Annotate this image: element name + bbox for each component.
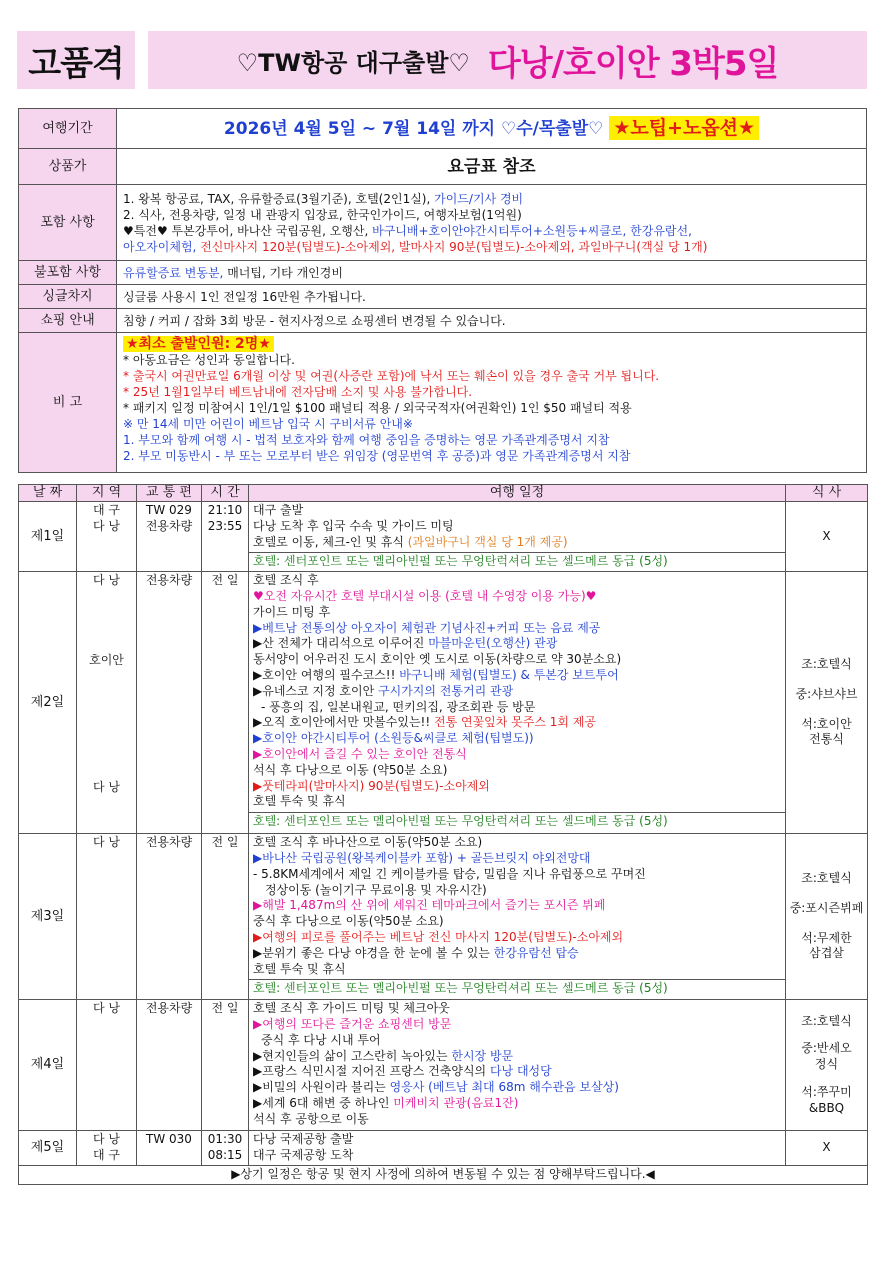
itinerary-line: ▶호이안 여행의 필수코스!!	[253, 667, 400, 682]
day-2-time: 전 일	[202, 572, 249, 834]
hotel-note: 호텔: 센터포인트 또는 멜리아빈펄 또는 무엉탄럭셔리 또는 셀드메르 동급 (5성)	[249, 812, 785, 831]
day-3-time: 전 일	[202, 834, 249, 1000]
include-4-blue: 아오자이체험,	[123, 239, 201, 254]
itinerary-line: 중식 후 다낭 시내 투어	[261, 1032, 381, 1047]
subtitle: ♡TW항공 대구출발♡	[236, 48, 470, 77]
hotel-note: 호텔: 센터포인트 또는 멜리아빈펄 또는 무엉탄럭셔리 또는 셀드메르 동급 (5성)	[249, 552, 785, 571]
meal-line: 석:쭈꾸미	[801, 1085, 852, 1100]
col-header-transport: 교 통 편	[137, 485, 202, 502]
meal-line: 정식	[814, 1057, 839, 1072]
day-2-label: 제2일	[19, 572, 77, 834]
include-4-red: 전신마사지 120분(팁별도)-소아제외, 발마사지 90분(팁별도)-소아제외, 과일바구니(객실 당 1개)	[200, 239, 708, 254]
itinerary-line: ▶여행의 또다른 즐거운 쇼핑센터 방문	[253, 1016, 452, 1031]
col-header-region: 지 역	[77, 485, 137, 502]
itinerary-line: 다낭 도착 후 입국 수속 및 가이드 미팅	[253, 518, 454, 533]
day-3-region: 다 낭	[77, 834, 137, 1000]
day-3-meal	[786, 834, 868, 1000]
meal-line: 삼겹살	[809, 946, 844, 961]
itinerary-line: ▶산 전체가 대리석으로 이루어진	[253, 636, 429, 651]
include-label: 포함 사항	[19, 185, 117, 261]
brand-label: 고품격	[17, 31, 135, 89]
day-3-transport: 전용차량	[137, 834, 202, 1000]
day-1-transport	[137, 502, 202, 572]
region-line: 대 구	[93, 1147, 120, 1162]
remark-3: * 25년 1월1일부터 베트남내에 전자담배 소지 및 사용 불가합니다.	[123, 385, 473, 399]
include-3-blue: 바구니배+호이안야간시티투어+소원등+씨클로, 한강유람선,	[372, 223, 692, 238]
itinerary-line: 석식 후 다낭으로 이동 (약50분 소요)	[253, 762, 448, 777]
meal-line: 중:포시즌뷔페	[789, 900, 864, 915]
day-1-time	[202, 502, 249, 572]
itinerary-line: 대구 국제공항 도착	[253, 1147, 354, 1162]
day-4-itinerary	[249, 1000, 786, 1131]
itinerary-highlight: 구시가지의 전통거리 관광	[378, 683, 514, 698]
itinerary-highlight: 한강유람선 탑승	[493, 945, 579, 960]
include-1: 1. 왕복 항공료, TAX, 유류할증료(3월기준), 호텔(2인1실),	[123, 191, 435, 206]
col-header-time: 시 간	[202, 485, 249, 502]
table-row	[19, 1000, 868, 1131]
day-2-itinerary	[249, 572, 786, 834]
time-line: 23:55	[207, 518, 243, 533]
itinerary-line: ▶해발 1,487m의 산 위에 세워진 테마파크에서 즐기는 포시즌 뷔페	[253, 898, 606, 913]
itinerary-line: ▶비밀의 사원이라 불리는	[253, 1080, 390, 1095]
period-cell	[117, 109, 867, 149]
schedule-table	[18, 484, 868, 1185]
meal-line: 중:샤브샤브	[795, 686, 858, 701]
itinerary-line: - 풍흥의 집, 일본내원교, 떤키의집, 광조회관 등 방문	[261, 699, 536, 714]
time-line: 01:30	[207, 1132, 243, 1147]
itinerary-line: ▶현지인들의 삶이 고스란히 녹아있는	[253, 1048, 452, 1063]
meal-line: 석:호이안	[801, 716, 852, 731]
remark-1: * 아동요금은 성인과 동일합니다.	[123, 353, 295, 367]
exclude-cell	[117, 261, 867, 285]
day-5-meal: X	[786, 1131, 868, 1166]
meal-line: &BBQ	[808, 1100, 845, 1115]
day-5-label: 제5일	[19, 1131, 77, 1166]
day-4-label: 제4일	[19, 1000, 77, 1131]
itinerary-line: 대구 출발	[253, 503, 304, 517]
min-participants-badge: ★최소 출발인원: 2명★	[123, 336, 274, 352]
remark-7: 2. 부모 미동반시 - 부 또는 모로부터 받은 위임장 (영문번역 후 공증)과 영문 가족관계증명서 지참	[123, 449, 631, 463]
remark-2: * 출국시 여권만료일 6개월 이상 및 여권(사증란 포함)에 낙서 또는 훼손이 있을 경우 출국 거부 됩니다.	[123, 369, 660, 383]
region-line: 다 낭	[93, 573, 120, 588]
itinerary-line: 호텔로 이동, 체크-인 및 휴식	[253, 534, 408, 549]
table-row	[19, 1131, 868, 1166]
day-4-region: 다 낭	[77, 1000, 137, 1131]
itinerary-line: ▶프랑스 식민시절 지어진 프랑스 건축양식의	[253, 1064, 490, 1079]
period-text: 2026년 4월 5일 ~ 7월 14일 까지 ♡수/목출발♡	[223, 119, 604, 139]
itinerary-line: 다낭 국제공항 출발	[253, 1132, 354, 1147]
day-3-itinerary	[249, 834, 786, 1000]
meal-line: 석:무제한	[801, 930, 852, 945]
itinerary-line: ▶바나산 국립공원(왕복케이블카 포함) + 골든브릿지 야외전망대	[253, 850, 591, 865]
region-line: 다 낭	[93, 518, 120, 533]
itinerary-highlight: 한시장 방문	[451, 1048, 514, 1063]
footer-note: ▶상기 일정은 항공 및 현지 사정에 의하여 변동될 수 있는 점 양해부탁드립니다.◀	[19, 1165, 868, 1184]
itinerary-line: - 5.8KM세계에서 제일 긴 케이블카를 탑승, 밀림을 지나 유럽풍으로 꾸며진	[253, 866, 646, 881]
itinerary-highlight: 바구니배 체험(팁별도) & 투본강 보트투어	[399, 667, 619, 682]
remark-label: 비 고	[19, 333, 117, 473]
itinerary-line: ♥오전 자유시간 호텔 부대시설 이용 (호텔 내 수영장 이용 가능)♥	[253, 588, 597, 603]
table-row	[19, 502, 868, 572]
itinerary-line: 호텔 조식 후 바나산으로 이동(약50분 소요)	[253, 835, 483, 850]
table-row	[19, 834, 868, 1000]
itinerary-line: ▶베트남 전통의상 아오자이 체험관 기념사진+커피 또는 음료 제공	[253, 620, 601, 635]
meal-line: 전통식	[809, 732, 844, 747]
remark-6: 1. 부모와 함께 여행 시 - 법적 보호자와 함께 여행 중임을 증명하는 영문 가족관계증명서 지참	[123, 433, 610, 447]
include-1-blue: 가이드/기사 경비	[434, 191, 524, 206]
region-line: 호이안	[89, 652, 124, 667]
single-text: 싱글룸 사용시 1인 전일정 16만원 추가됩니다.	[117, 285, 867, 309]
day-1-itinerary	[249, 502, 786, 572]
info-table	[18, 108, 867, 473]
remark-5: ※ 만 14세 미만 어린이 베트남 입국 시 구비서류 안내※	[123, 417, 413, 431]
shop-text: 침향 / 커피 / 잡화 3회 방문 - 현지사정으로 쇼핑센터 변경될 수 있습니다.	[117, 309, 867, 333]
price-text: 요금표 참조	[117, 149, 867, 185]
itinerary-line: ▶세계 6대 해변 중 하나인	[253, 1095, 394, 1110]
time-line: 21:10	[207, 503, 243, 517]
region-line: 다 낭	[93, 779, 120, 794]
period-highlight: ★노팁+노옵션★	[609, 116, 759, 140]
itinerary-line: 가이드 미팅 후	[253, 604, 331, 619]
period-label: 여행기간	[19, 109, 117, 149]
day-2-region	[77, 572, 137, 834]
itinerary-line: 석식 후 공항으로 이동	[253, 1111, 369, 1126]
region-line: 대 구	[93, 503, 120, 517]
itinerary-line: 호텔 투숙 및 휴식	[253, 961, 346, 976]
itinerary-line: ▶여행의 피로를 풀어주는 베트남 전신 마사지 120분(팁별도)-소아제외	[253, 929, 624, 944]
itinerary-line: 호텔 투숙 및 휴식	[253, 794, 346, 809]
time-line: 08:15	[207, 1147, 243, 1162]
page-title: 다낭/호이안 3박5일	[487, 43, 779, 84]
include-cell	[117, 185, 867, 261]
include-2: 2. 식사, 전용차량, 일정 내 관광지 입장료, 한국인가이드, 여행자보험(1억원)	[123, 207, 522, 222]
title-banner	[148, 31, 867, 89]
day-4-transport: 전용차량	[137, 1000, 202, 1131]
transport-line: 전용차량	[145, 518, 193, 533]
itinerary-highlight: 미케비치 관광(음료1잔)	[393, 1095, 519, 1110]
fruit-basket-note: (과일바구니 객실 당 1개 제공)	[407, 534, 568, 549]
include-3: ♥특전♥ 투본강투어, 바나산 국립공원, 오행산,	[123, 223, 373, 238]
shop-label: 쇼핑 안내	[19, 309, 117, 333]
price-label: 상품가	[19, 149, 117, 185]
day-5-time	[202, 1131, 249, 1166]
meal-line: 조:호텔식	[801, 871, 852, 886]
itinerary-line: 호텔 조식 후	[253, 573, 319, 588]
meal-line: 조:호텔식	[801, 657, 852, 672]
itinerary-line: ▶호이안에서 즐길 수 있는 호이안 전통식	[253, 746, 467, 761]
itinerary-line: 중식 후 다낭으로 이동(약50분 소요)	[253, 914, 444, 929]
itinerary-highlight: 마블마운틴(오행산) 관광	[428, 636, 558, 651]
day-3-label: 제3일	[19, 834, 77, 1000]
day-4-meal	[786, 1000, 868, 1131]
region-line: 다 낭	[93, 1132, 120, 1147]
itinerary-line: 정상이동 (놀이기구 무료이용 및 자유시간)	[265, 882, 487, 897]
itinerary-highlight: 영응사 (베트남 최대 68m 해수관음 보살상)	[389, 1080, 619, 1095]
hotel-note: 호텔: 센터포인트 또는 멜리아빈펄 또는 무엉탄럭셔리 또는 셀드메르 동급 (5성)	[249, 979, 785, 998]
day-4-time: 전 일	[202, 1000, 249, 1131]
exclude-blue: 유류할증료 변동분,	[123, 265, 224, 280]
exclude-text: 매너팁, 기타 개인경비	[223, 265, 343, 280]
itinerary-line: ▶오직 호이안에서만 맛볼수있는!!	[253, 715, 434, 730]
itinerary-line: ▶호이안 야간시티투어 (소원등&씨클로 체험(팁별도))	[253, 731, 534, 746]
day-1-label: 제1일	[19, 502, 77, 572]
col-header-itinerary: 여행 일정	[249, 485, 786, 502]
remark-4: * 패키지 일정 미참여시 1인/1일 $100 패널티 적용 / 외국국적자(여권확인) 1인 $50 패널티 적용	[123, 401, 632, 415]
transport-line: TW 029	[146, 503, 192, 517]
remark-cell	[117, 333, 867, 473]
meal-line: 중:반세오	[801, 1041, 852, 1056]
itinerary-line: ▶분위기 좋은 다낭 야경을 한 눈에 볼 수 있는	[253, 945, 494, 960]
day-5-transport: TW 030	[137, 1131, 202, 1166]
day-1-region	[77, 502, 137, 572]
itinerary-line: ▶유네스코 지정 호이안	[253, 683, 379, 698]
single-label: 싱글차지	[19, 285, 117, 309]
day-5-itinerary	[249, 1131, 786, 1166]
col-header-meal: 식 사	[786, 485, 868, 502]
day-5-region	[77, 1131, 137, 1166]
itinerary-highlight: 전통 연꽃잎차 못주스 1회 제공	[434, 715, 596, 730]
itinerary-line: 호텔 조식 후 가이드 미팅 및 체크아웃	[253, 1001, 450, 1016]
day-1-meal: X	[786, 502, 868, 572]
day-2-meal	[786, 572, 868, 834]
itinerary-line: 동서양이 어우러진 도시 호이안 옛 도시로 이동(차량으로 약 30분소요)	[253, 652, 622, 667]
table-row	[19, 572, 868, 834]
itinerary-line: ▶풋테라피(발마사지) 90분(팁별도)-소아제외	[253, 778, 490, 793]
col-header-day: 날 짜	[19, 485, 77, 502]
itinerary-highlight: 다낭 대성당	[489, 1064, 552, 1079]
day-2-transport: 전용차량	[137, 572, 202, 834]
meal-line: 조:호텔식	[801, 1013, 852, 1028]
exclude-label: 불포함 사항	[19, 261, 117, 285]
